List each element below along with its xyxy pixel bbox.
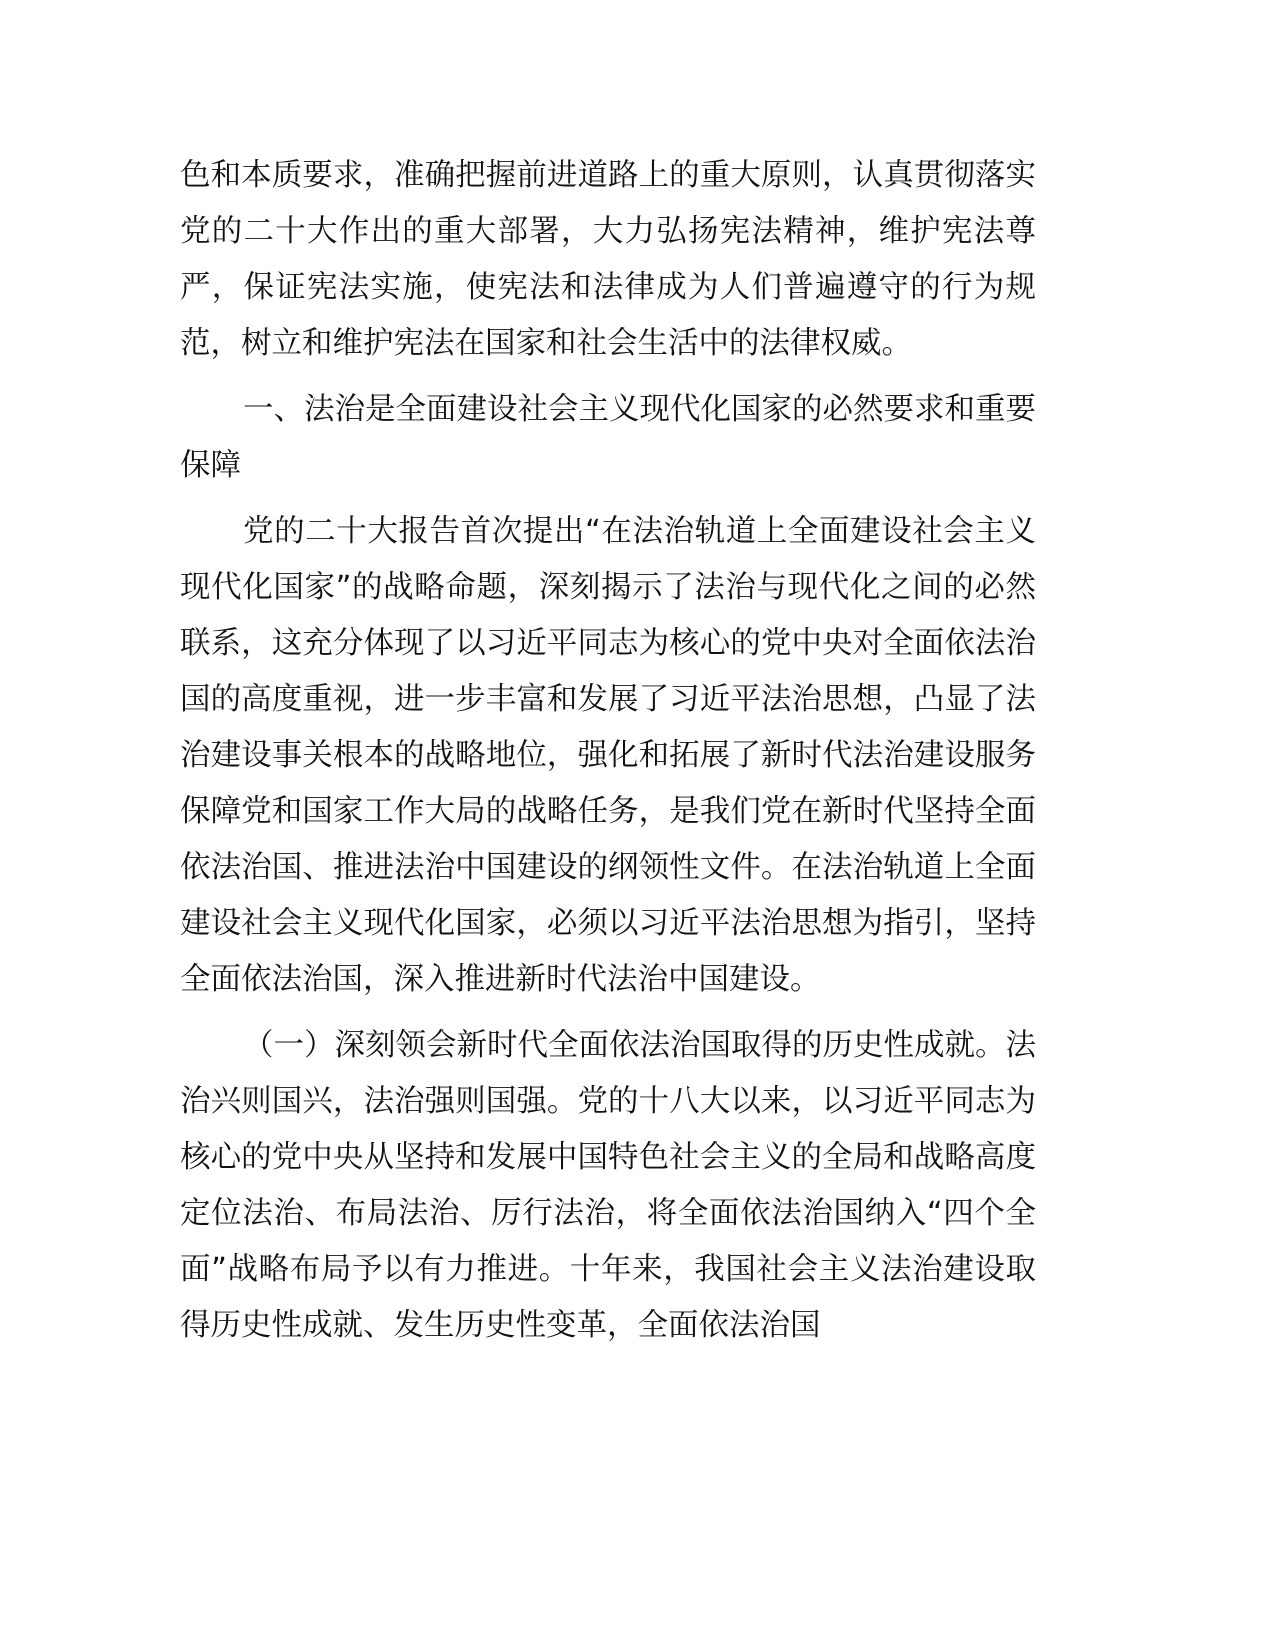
paragraph-continuation: 色和本质要求，准确把握前进道路上的重大原则，认真贯彻落实党的二十大作出的重大部署，大力弘扬宪法精神，维护宪法尊严，保证宪法实施，使宪法和法律成为人们普遍遵守的行为规范，树立和维护宪法在国家和社会生活中的法律权威。 — [180, 158, 1036, 361]
paragraph-body: 党的二十大报告首次提出“在法治轨道上全面建设社会主义现代化国家”的战略命题，深刻揭示了法治与现代化之间的必然联系，这充分体现了以习近平同志为核心的党中央对全面依法治国的高度重视，进一步丰富和发展了习近平法治思想，凸显了法治建设事关根本的战略地位，强化和拓展了新时代法治建设服务保障党和国家工作大局的战略任务，是我们党在新时代坚持全面依法治国、推进法治中国建设的纲领性文件。在法治轨道上全面建设社会主义现代化国家，必须以习近平法治思想为指引，坚持全面依法治国，深入推进新时代法治中国建设。 — [180, 514, 1036, 997]
section-heading: 一、法治是全面建设社会主义现代化国家的必然要求和重要保障 — [180, 392, 1036, 483]
paragraph-subsection: （一）深刻领会新时代全面依法治国取得的历史性成就。法治兴则国兴，法治强则国强。党的十八大以来，以习近平同志为核心的党中央从坚持和发展中国特色社会主义的全局和战略高度定位法治、布局法治、厉行法治，将全面依法治国纳入“四个全面”战略布局予以有力推进。十年来，我国社会主义法治建设取得历史性成就、发生历史性变革，全面依法治国 — [180, 1028, 1036, 1343]
document-page — [180, 148, 1036, 1354]
